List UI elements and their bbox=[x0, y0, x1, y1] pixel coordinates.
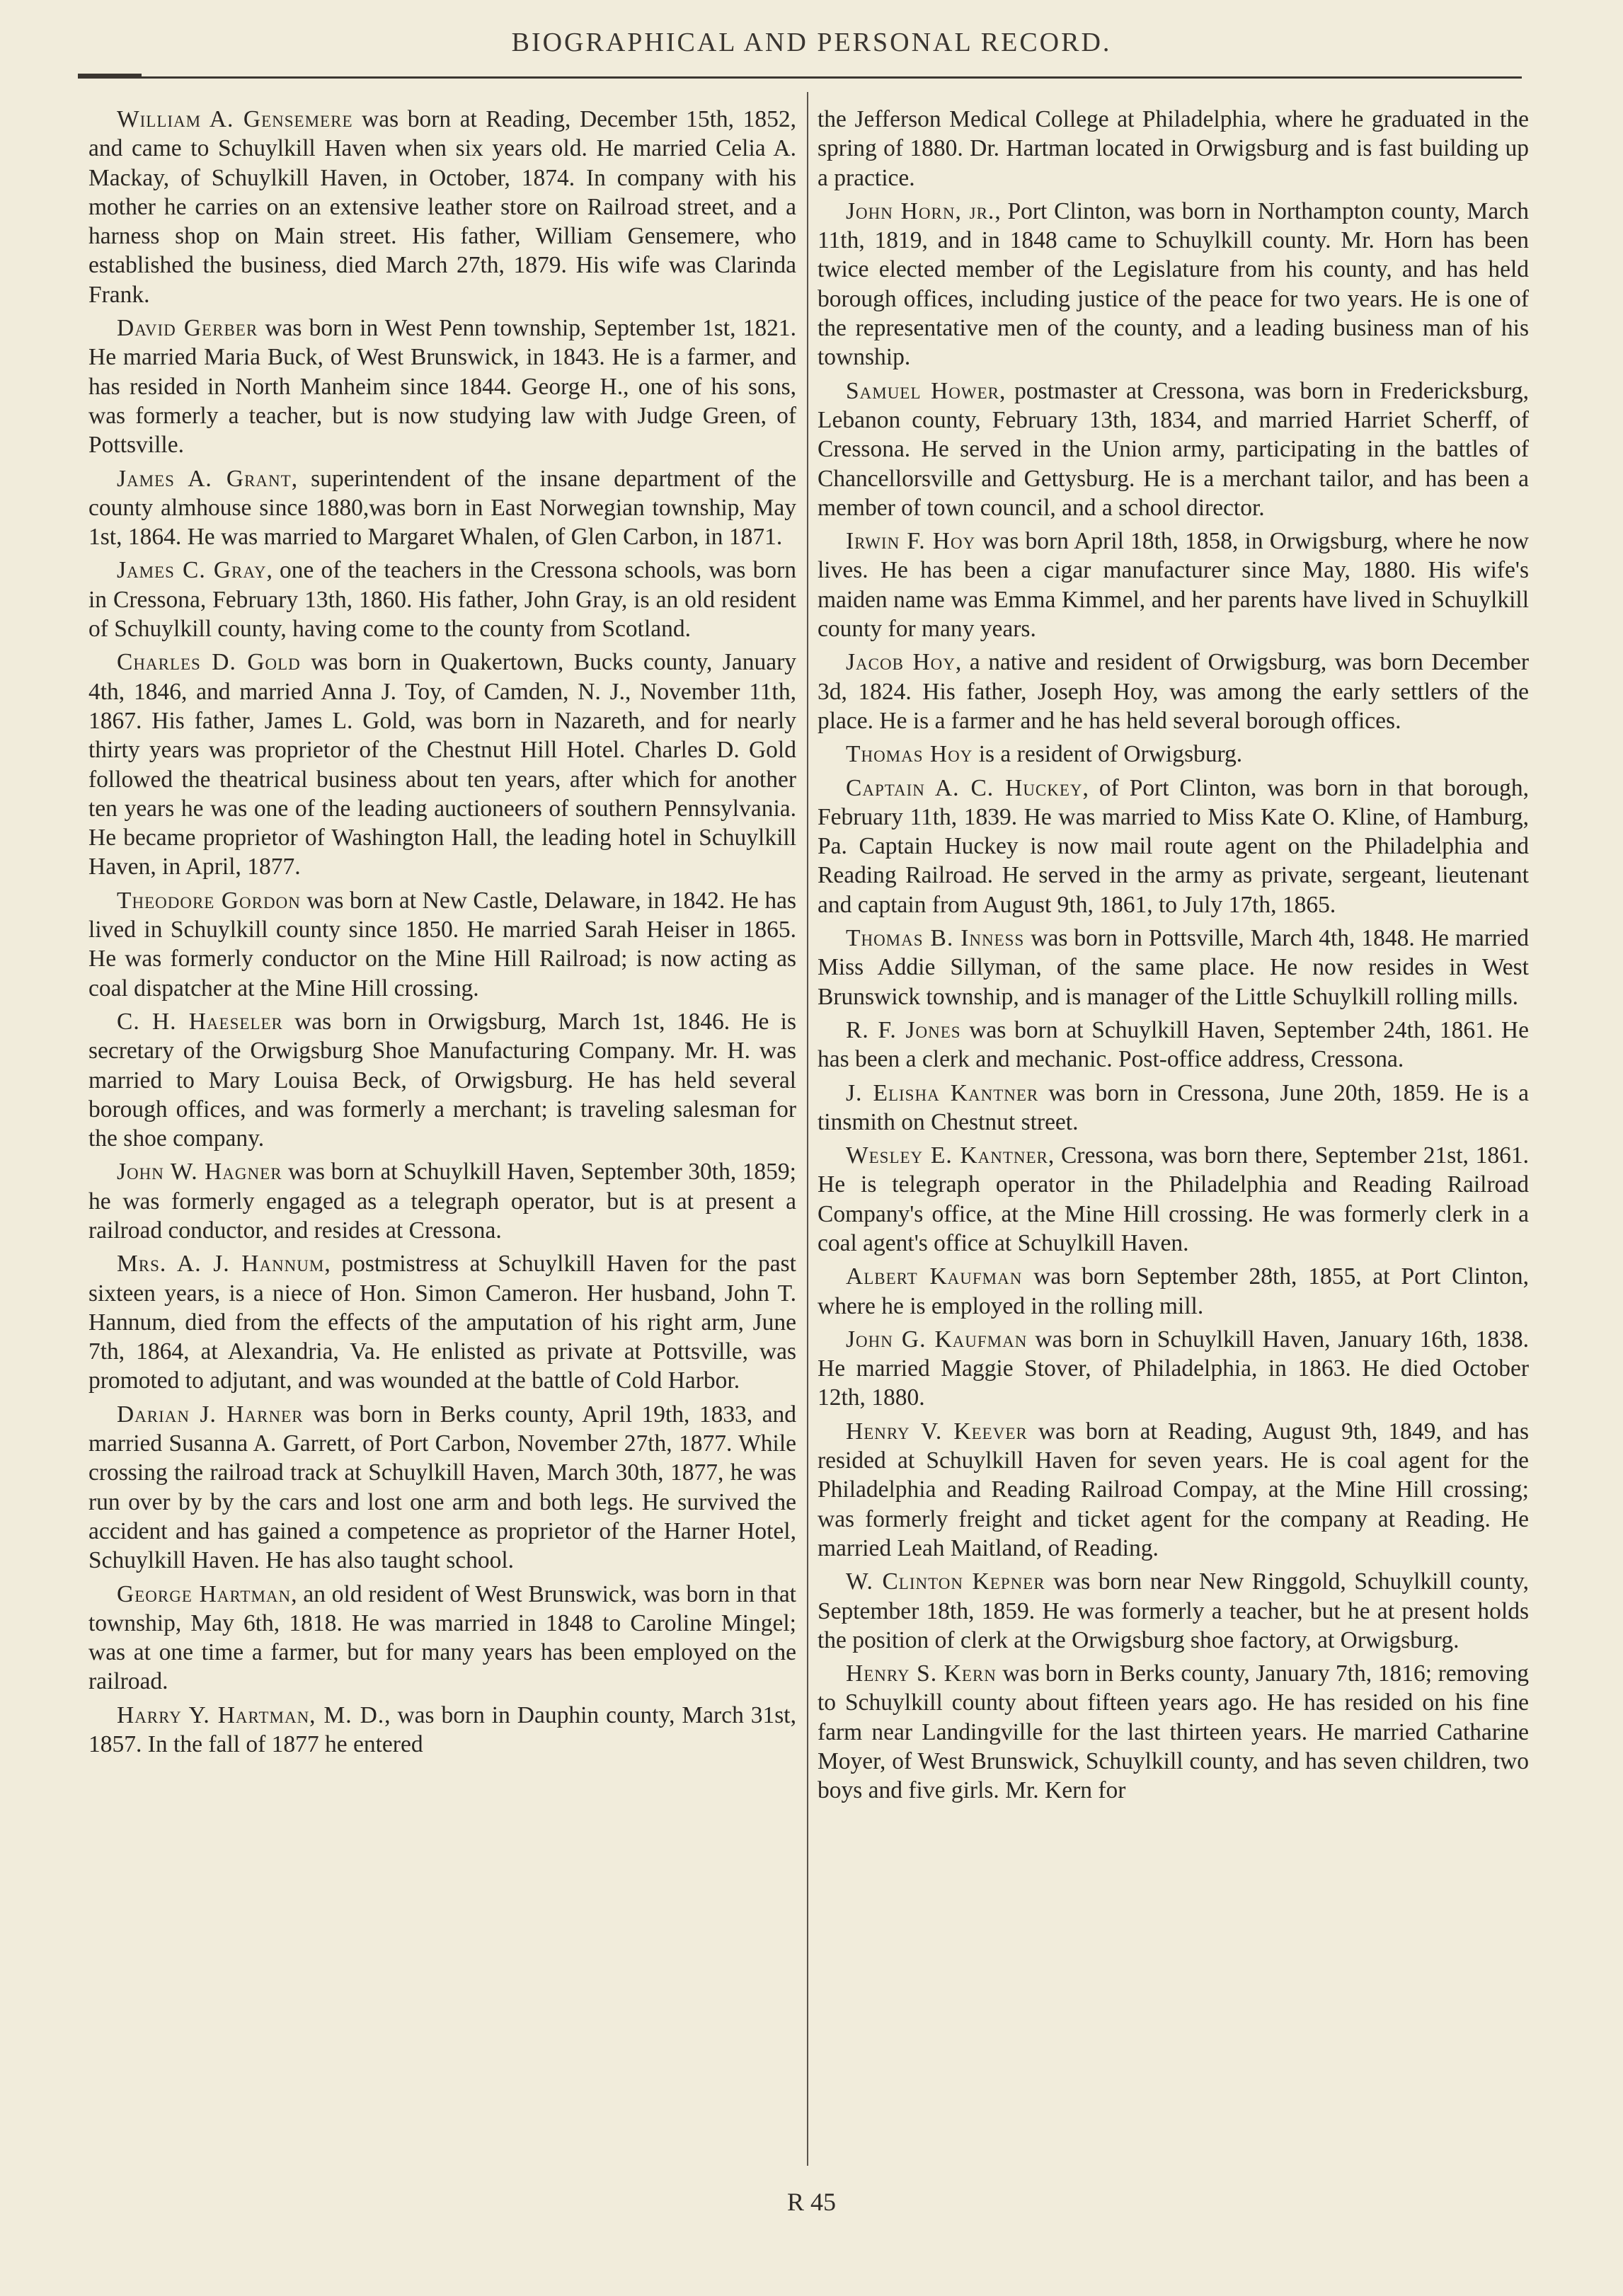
entry-text: , postmaster at Cressona, was born in Fredericksburg, Lebanon county, February 13th, 1834, and married Harriet Scherff, of Cressona. He served in the Union army, participating in the battles of Chancellorsville and Gettysburg. He is a merchant tailor, and has been a member of town council, and a school director. bbox=[818, 377, 1529, 521]
biography-entry bbox=[88, 886, 796, 1003]
entry-name: Mrs. A. J. Hannum bbox=[117, 1251, 325, 1278]
entry-name: William A. Gensemere bbox=[117, 106, 353, 132]
header-rule bbox=[78, 76, 1522, 79]
biography-entry bbox=[818, 1567, 1529, 1655]
entry-name: Henry S. Kern bbox=[846, 1660, 997, 1687]
biography-entry bbox=[818, 774, 1529, 919]
entry-name: W. Clinton Kepner bbox=[846, 1568, 1045, 1595]
biography-entry bbox=[818, 197, 1529, 372]
entry-text: , Port Clinton, was born in Northampton county, March 11th, 1819, and in 1848 came to Schuylkill county. Mr. Horn has been twice elected member of the Legislature from his county, and has held borough offices, including justice of the peace for two years. He is one of the representative men of the county, and a leading business man of his township. bbox=[818, 197, 1529, 371]
biography-entry bbox=[818, 740, 1529, 769]
biography-entry bbox=[818, 1325, 1529, 1413]
biography-entry bbox=[818, 1262, 1529, 1321]
entry-name: Irwin F. Hoy bbox=[846, 528, 976, 555]
entry-text: , superintendent of the insane department of the county almhouse since 1880,was born in East Norwegian township, May 1st, 1864. He was married to Margaret Whalen, of Glen Carbon, in 1871. bbox=[88, 465, 796, 551]
entry-name: James A. Grant bbox=[117, 465, 292, 492]
entry-text: was born near New Ringgold, Schuylkill county, September 18th, 1859. He was formerly a teacher, but he at present holds the position of clerk at the Orwigsburg shoe factory, at Orwigsburg. bbox=[818, 1568, 1530, 1653]
biography-entry bbox=[88, 648, 796, 881]
entry-name: Captain A. C. Huckey bbox=[846, 774, 1083, 801]
right-column bbox=[818, 105, 1529, 1806]
entry-name: Henry V. Keever bbox=[846, 1418, 1028, 1445]
left-column bbox=[88, 105, 796, 1759]
entry-text: , of Port Clinton, was born in that borough, February 11th, 1839. He was married to Miss Kate O. Kline, of Hamburg, Pa. Captain Huckey is now mail route agent on the Philadelphia and Reading Railroad. He served in the army as private, sergeant, lieutenant and captain from August 9th, 1861, to July 17th, 1865. bbox=[818, 774, 1530, 918]
entry-text: , Cressona, was born there, September 21st, 1861. He is telegraph operator in the Philadelphia and Reading Railroad Company's office, at the Mine Hill crossing. He was formerly clerk in a coal agent's office at Schuylkill Haven. bbox=[818, 1142, 1530, 1256]
biography-entry bbox=[818, 377, 1529, 522]
biography-entry bbox=[818, 105, 1529, 193]
biography-entry bbox=[818, 648, 1529, 735]
biography-entry bbox=[88, 314, 796, 459]
entry-text: , postmistress at Schuylkill Haven for the past sixteen years, is a niece of Hon. Simon Cameron. Her husband, John T. Hannum, died from the effects of the amputation of his right arm, June 7th, 1864, at Alexandria, Va. He enlisted as private at Pottsville, was promoted to adjutant, and was wounded at the battle of Cold Harbor. bbox=[88, 1251, 796, 1394]
entry-text: is a resident of Orwigsburg. bbox=[973, 741, 1243, 768]
entry-name: Charles D. Gold bbox=[117, 649, 301, 676]
entry-text: was born in Berks county, January 7th, 1816; removing to Schuylkill county about fifteen years ago. He has resided on his fine farm near Landingville for the last thirteen years. He married Catharine Moyer, of West Brunswick, Schuylkill county, and has seven children, two boys and five girls. Mr. Kern for bbox=[818, 1660, 1529, 1804]
entry-name: Samuel Hower bbox=[846, 377, 1000, 404]
entry-text: , an old resident of West Brunswick, was born in that township, May 6th, 1818. He was married in 1848 to Caroline Mingel; was at one time a farmer, but for many years has been employed on the railroad. bbox=[88, 1580, 796, 1695]
entry-name: David Gerber bbox=[117, 315, 258, 342]
column-divider bbox=[807, 92, 808, 2166]
entry-text: , was born in Dauphin county, March 31st, 1857. In the fall of 1877 he entered bbox=[88, 1701, 796, 1758]
biography-entry bbox=[818, 1016, 1529, 1074]
biography-entry bbox=[88, 105, 796, 309]
biography-entry bbox=[88, 1007, 796, 1153]
entry-name: Thomas B. Inness bbox=[846, 925, 1025, 952]
entry-text: was born at Reading, December 15th, 1852, and came to Schuylkill Haven when six years old. He married Celia A. Mackay, of Schuylkill Haven, in October, 1874. In company with his mother he carries on an extensive leather store on Railroad street, and a harness shop on Main street. His father, William Gensemere, who established the business, died March 27th, 1879. His wife was Clarinda Frank. bbox=[88, 106, 796, 308]
entry-name: Jacob Hoy bbox=[846, 649, 956, 676]
entry-text: was born September 28th, 1855, at Port Clinton, where he is employed in the rolling mill. bbox=[818, 1263, 1530, 1319]
biography-entry bbox=[818, 1659, 1529, 1805]
biography-entry bbox=[88, 1400, 796, 1575]
entry-name: Darian J. Harner bbox=[117, 1401, 304, 1428]
entry-text: was born April 18th, 1858, in Orwigsburg, where he now lives. He has been a cigar manufacturer since May, 1880. His wife's maiden name was Emma Kimmel, and her parents have lived in Schuylkill county for many years. bbox=[818, 528, 1529, 643]
entry-text: was born in West Penn township, September 1st, 1821. He married Maria Buck, of West Brunswick, in 1843. He is a farmer, and has resided in North Manheim since 1844. George H., one of his sons, was formerly a teacher, but is now studying law with Judge Green, of Pottsville. bbox=[88, 315, 796, 459]
entry-name: R. F. Jones bbox=[846, 1016, 961, 1043]
biography-entry bbox=[88, 1249, 796, 1395]
biography-entry bbox=[818, 924, 1529, 1011]
entry-text: was born at Reading, August 9th, 1849, and has resided at Schuylkill Haven for seven years. He is coal agent for the Philadelphia and Reading Railroad Compay, at the Mine Hill crossing; was formerly freight and ticket agent for the company at Reading. He married Leah Maitland, of Reading. bbox=[818, 1418, 1530, 1561]
entry-text: , one of the teachers in the Cressona schools, was born in Cressona, February 13th, 1860. His father, John Gray, is an old resident of Schuylkill county, having come to the county from Scotland. bbox=[88, 557, 796, 643]
entry-name: George Hartman bbox=[117, 1580, 292, 1607]
page-number: R 45 bbox=[786, 2188, 836, 2216]
entry-name: John W. Hagner bbox=[117, 1159, 282, 1186]
entry-text: was born at New Castle, Delaware, in 1842. He has lived in Schuylkill county since 1850. He married Sarah Heiser in 1865. He was formerly conductor on the Mine Hill Railroad; is now acting as coal dispatcher at the Mine Hill crossing. bbox=[88, 887, 796, 1001]
biography-entry bbox=[818, 1079, 1529, 1137]
entry-name: James C. Gray bbox=[117, 557, 267, 584]
entry-name: Theodore Gordon bbox=[117, 887, 301, 914]
entry-name: John G. Kaufman bbox=[846, 1326, 1028, 1353]
entry-text: was born in Quakertown, Bucks county, January 4th, 1846, and married Anna J. Toy, of Camden, N. J., November 11th, 1867. His father, James L. Gold, was born in Nazareth, and for nearly thirty years was proprietor of the Chestnut Hill Hotel. Charles D. Gold followed the theatrical business about ten years, after which for another ten years he was one of the leading auctioneers of southern Pennsylvania. He became proprietor of Washington Hall, the leading hotel in Schuylkill Haven, in April, 1877. bbox=[88, 649, 796, 880]
biography-entry bbox=[88, 1157, 796, 1245]
entry-text: was born in Cressona, June 20th, 1859. He is a tinsmith on Chestnut street. bbox=[818, 1079, 1529, 1135]
entry-name: Wesley E. Kantner bbox=[846, 1142, 1048, 1169]
biography-entry bbox=[88, 1580, 796, 1697]
running-head: BIOGRAPHICAL AND PERSONAL RECORD. bbox=[511, 28, 1112, 57]
entry-name: Albert Kaufman bbox=[846, 1263, 1023, 1290]
biography-entry bbox=[818, 527, 1529, 643]
entry-name: J. Elisha Kantner bbox=[846, 1079, 1039, 1106]
entry-text: was born in Pottsville, March 4th, 1848. He married Miss Addie Sillyman, of the same place. He now resides in West Brunswick township, and is manager of the Little Schuylkill rolling mills. bbox=[818, 925, 1529, 1010]
biography-entry bbox=[88, 556, 796, 643]
entry-name: Harry Y. Hartman, M. D. bbox=[117, 1701, 385, 1728]
entry-text: the Jefferson Medical College at Philadelphia, where he graduated in the spring of 1880. Dr. Hartman located in Orwigsburg and is fast building up a practice. bbox=[818, 106, 1529, 191]
biography-entry bbox=[818, 1417, 1529, 1563]
entry-text: , a native and resident of Orwigsburg, was born December 3d, 1824. His father, Joseph Hoy, was among the early settlers of the place. He is a farmer and he has held several borough offices. bbox=[818, 649, 1529, 734]
entry-text: was born in Orwigsburg, March 1st, 1846. He is secretary of the Orwigsburg Shoe Manufacturing Company. Mr. H. was married to Mary Louisa Beck, of Orwigsburg. He has held several borough offices, and was formerly a merchant; is traveling salesman for the shoe company. bbox=[88, 1008, 797, 1152]
entry-name: C. H. Haeseler bbox=[117, 1008, 283, 1035]
entry-name: John Horn, jr. bbox=[846, 197, 995, 224]
entry-name: Thomas Hoy bbox=[846, 741, 973, 768]
biography-entry bbox=[88, 1701, 796, 1760]
biography-entry bbox=[88, 464, 796, 552]
entry-text: was born in Schuylkill Haven, January 16th, 1838. He married Maggie Stover, of Philadelphia, in 1863. He died October 12th, 1880. bbox=[818, 1326, 1529, 1411]
entry-text: was born at Schuylkill Haven, September 24th, 1861. He has been a clerk and mechanic. Post-office address, Cressona. bbox=[818, 1016, 1530, 1073]
entry-text: was born in Berks county, April 19th, 1833, and married Susanna A. Garrett, of Port Carbon, November 27th, 1877. While crossing the railroad track at Schuylkill Haven, March 30th, 1877, he was run over by by the cars and lost one arm and both legs. He survived the accident and has gained a competence as proprietor of the Harner Hotel, Schuylkill Haven. He has also taught school. bbox=[88, 1401, 796, 1574]
biography-entry bbox=[818, 1141, 1529, 1258]
entry-text: was born at Schuylkill Haven, September 30th, 1859; he was formerly engaged as a telegraph operator, but is at present a railroad conductor, and resides at Cressona. bbox=[88, 1159, 796, 1244]
